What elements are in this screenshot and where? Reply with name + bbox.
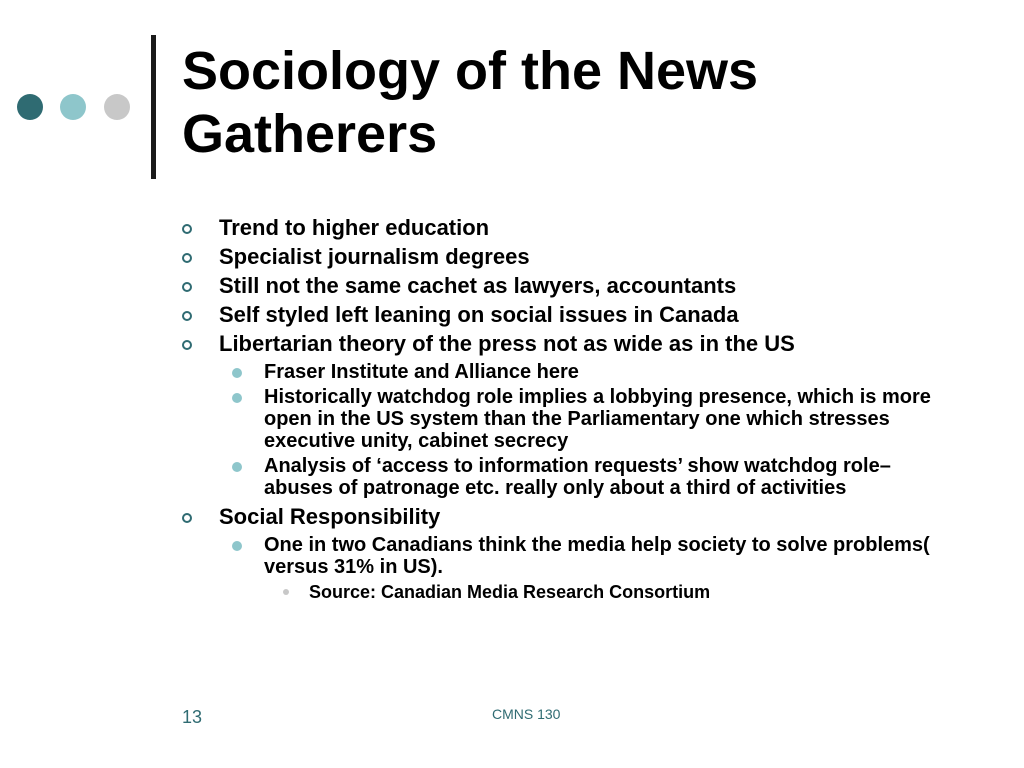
bullet-text: Still not the same cachet as lawyers, accountants [219,273,737,298]
bullet-text: Trend to higher education [219,215,490,240]
sub-bullet-item [182,361,952,383]
bullet-text: Self styled left leaning on social issues in Canada [219,302,739,327]
bullet-item [182,242,952,271]
sub-bullet-text: Analysis of ‘access to information requests’ show watchdog role– abuses of patronage etc. really only about a third of activities [264,455,891,499]
footer-text: CMNS 130 [492,706,561,722]
bullet-item [182,213,952,242]
dot-bullet-icon [232,462,242,472]
sub-bullet-text: One in two Canadians think the media help society to solve problems( versus 31% in US). [264,534,930,578]
sub-bullet-text: Fraser Institute and Alliance here [264,361,579,383]
ring-bullet-icon [182,253,192,263]
slide-title [182,40,982,166]
slide-number: 13 [182,707,203,727]
title-divider-bar [151,35,156,179]
ring-bullet-icon [182,282,192,292]
dot-bullet-icon [232,368,242,378]
ring-bullet-icon [182,224,192,234]
slide-title-line-1: Sociology of the News [182,41,759,101]
bullet-item [182,329,952,358]
sub-sub-bullet-text: Source: Canadian Media Research Consortium [309,582,711,602]
dot-bullet-icon [232,393,242,403]
sub-bullet-text: Historically watchdog role implies a lobbying presence, which is more open in the US system than the Parliamentary one which stresses executive unity, cabinet secrecy [264,386,931,452]
ring-bullet-icon [182,340,192,350]
sub-bullet-item [182,386,952,452]
slide-body [182,213,952,603]
sub-bullet-item [182,534,952,578]
bullet-item [182,271,952,300]
small-dot-bullet-icon [283,589,289,595]
bullet-text: Specialist journalism degrees [219,244,530,269]
decorative-dot-teal [60,94,86,120]
decorative-dot-dark [17,94,43,120]
sub-bullet-item [182,455,952,499]
slide-title-line-2: Gatherers [182,104,438,164]
ring-bullet-icon [182,513,192,523]
bullet-text: Libertarian theory of the press not as wide as in the US [219,331,795,356]
sub-sub-bullet-item [182,581,952,603]
ring-bullet-icon [182,311,192,321]
dot-bullet-icon [232,541,242,551]
bullet-text: Social Responsibility [219,504,441,529]
decorative-dot-gray [104,94,130,120]
bullet-item [182,300,952,329]
bullet-item [182,502,952,531]
